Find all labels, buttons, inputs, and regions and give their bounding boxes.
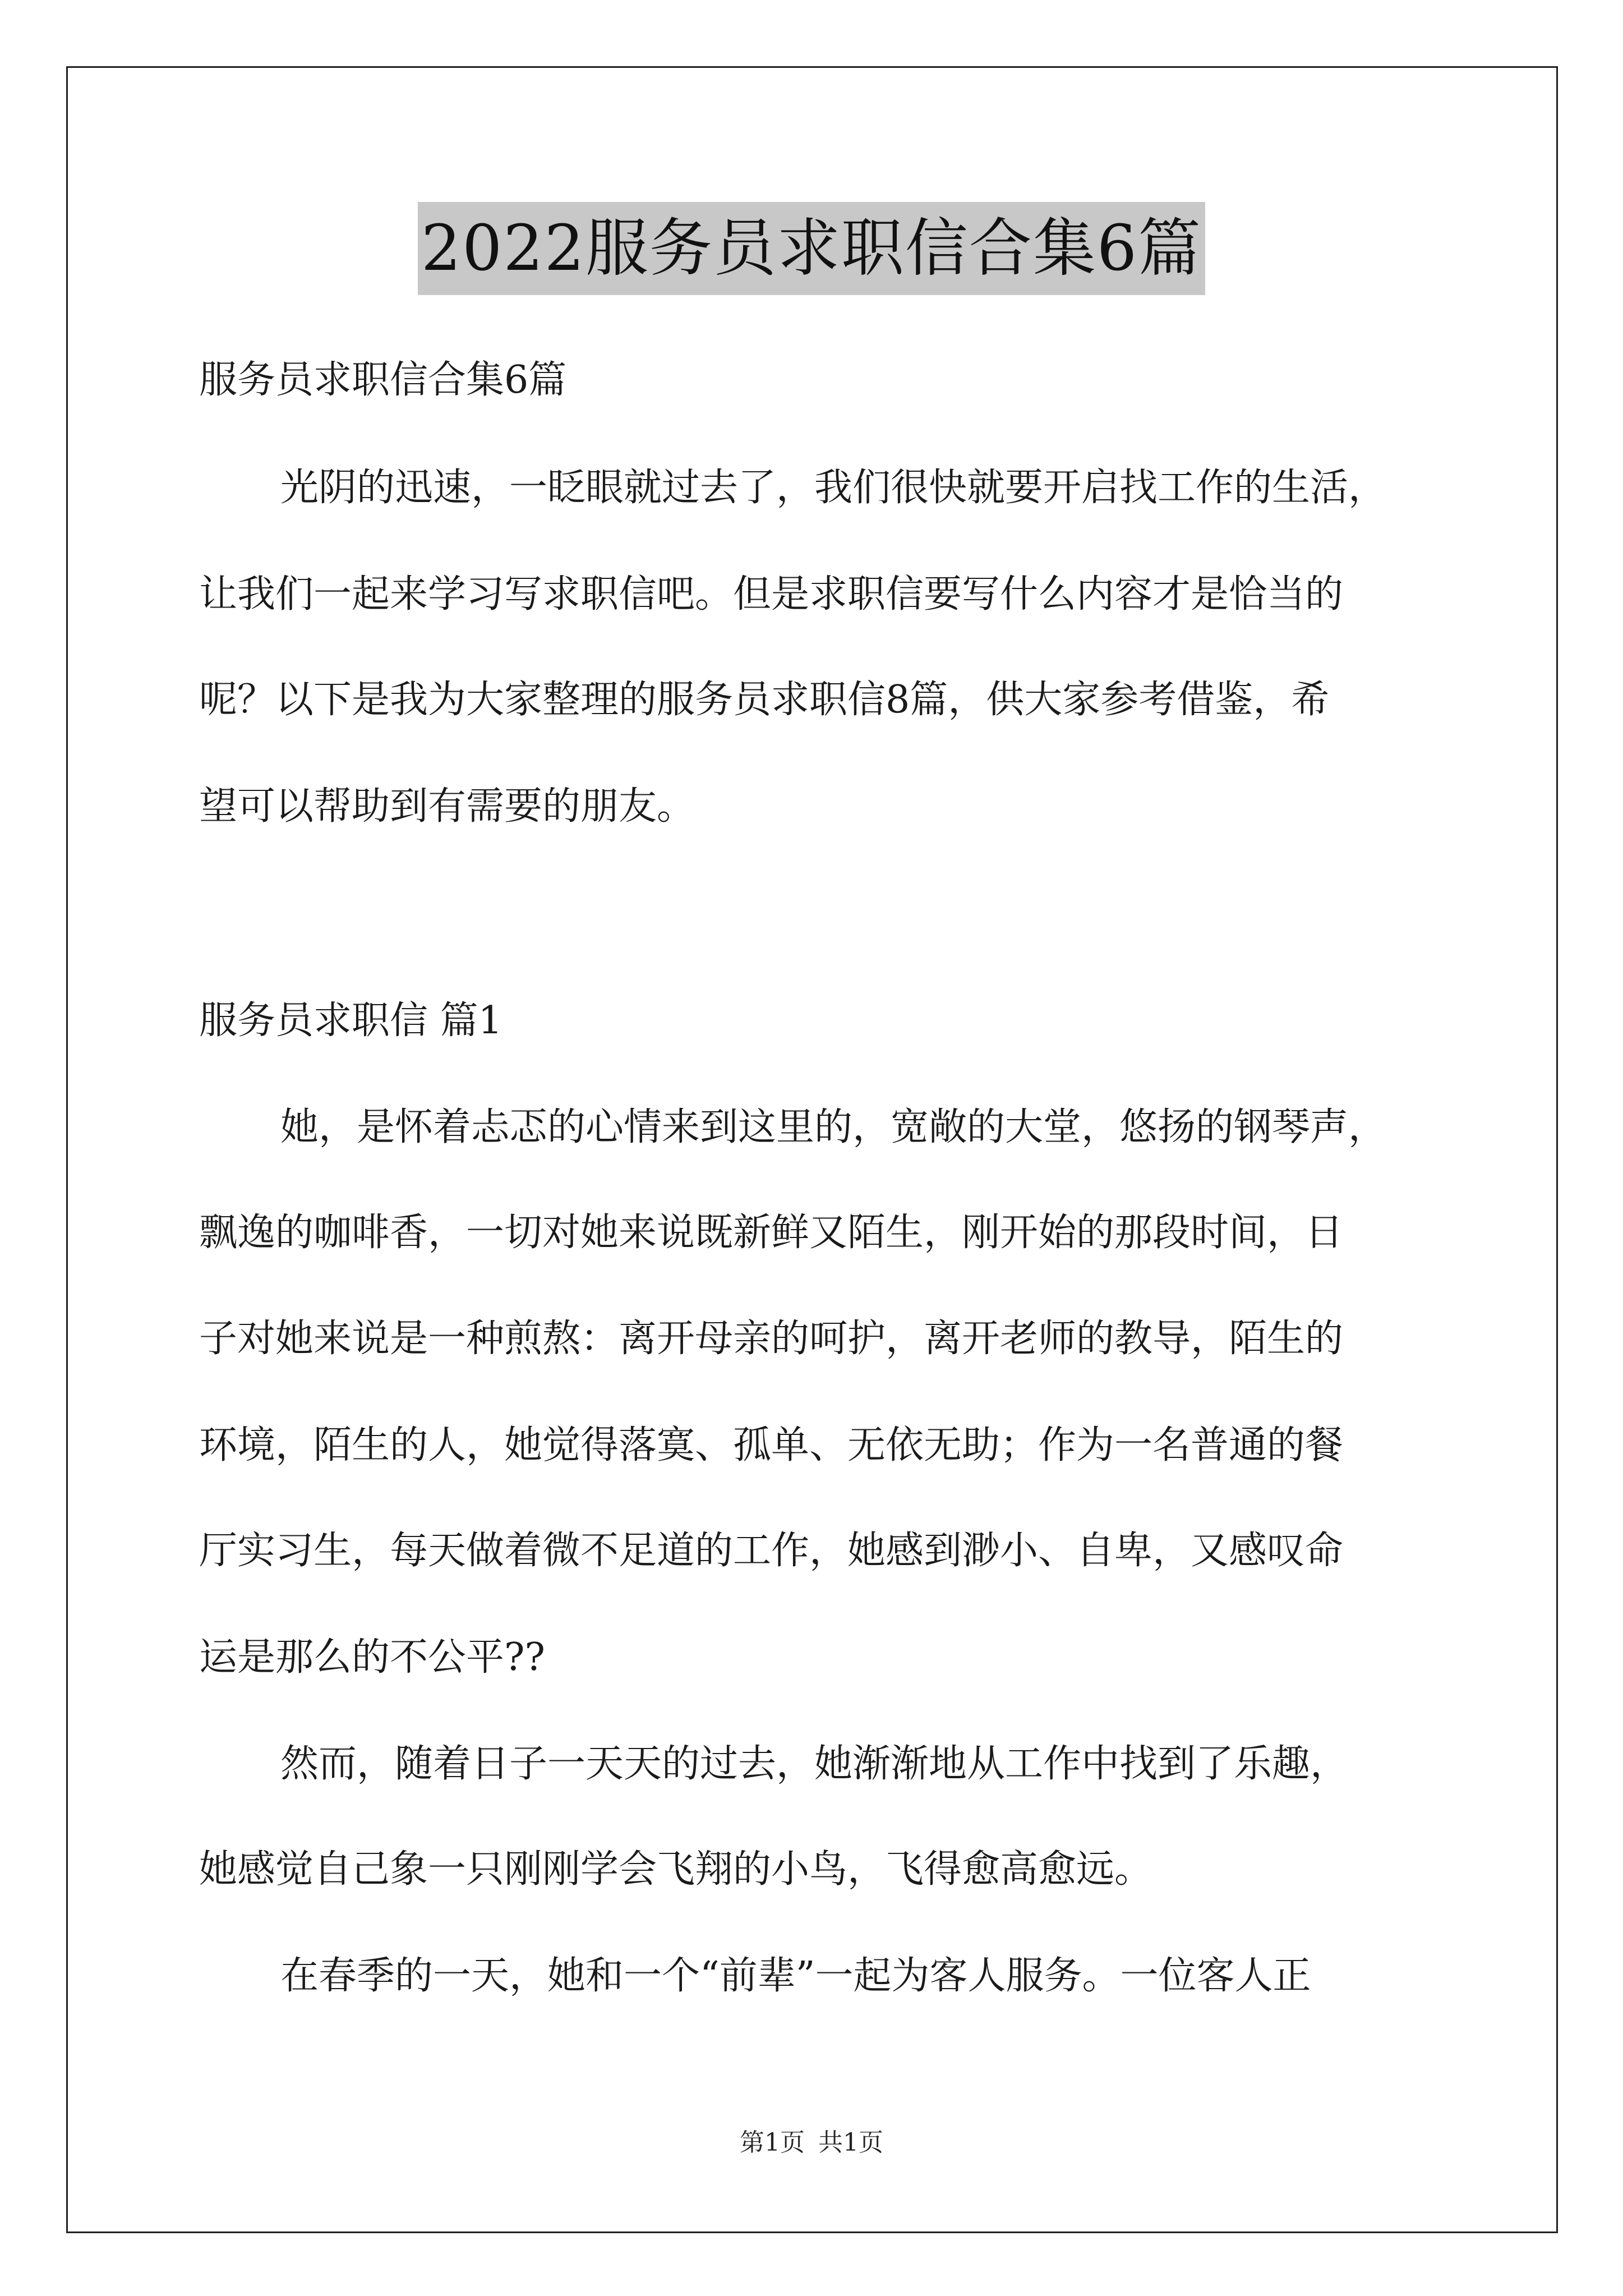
intro-line-3: 呢？以下是我为大家整理的服务员求职信8篇，供大家参考借鉴，希	[199, 678, 1330, 722]
document-subtitle: 服务员求职信合集6篇	[199, 358, 567, 402]
section-p1-line-2: 飘逸的咖啡香，一切对她来说既新鲜又陌生，刚开始的那段时间，日	[199, 1211, 1344, 1255]
page-number: 第1页	[740, 2128, 805, 2157]
section-p3-line-1: 在春季的一天，她和一个“前辈”一起为客人服务。一位客人正	[280, 1954, 1311, 1998]
document-title: 2022服务员求职信合集6篇	[418, 202, 1205, 295]
page-footer	[0, 2126, 1623, 2160]
title-container	[0, 202, 1623, 295]
intro-line-1: 光阴的迅速，一眨眼就过去了，我们很快就要开启找工作的生活，	[280, 466, 1387, 510]
intro-line-2: 让我们一起来学习写求职信吧。但是求职信要写什么内容才是恰当的	[199, 572, 1344, 616]
section-p1-line-1: 她，是怀着忐忑的心情来到这里的，宽敞的大堂，悠扬的钢琴声，	[280, 1105, 1387, 1149]
section-p1-line-3: 子对她来说是一种煎熬：离开母亲的呵护，离开老师的教导，陌生的	[199, 1317, 1344, 1361]
section-p2-line-1: 然而，随着日子一天天的过去，她渐渐地从工作中找到了乐趣，	[280, 1742, 1349, 1786]
section-heading: 服务员求职信 篇1	[199, 999, 502, 1043]
page-total: 共1页	[818, 2128, 883, 2157]
intro-line-4: 望可以帮助到有需要的朋友。	[199, 784, 695, 829]
section-p1-line-5: 厅实习生，每天做着微不足道的工作，她感到渺小、自卑，又感叹命	[199, 1529, 1344, 1573]
section-p2-line-2: 她感觉自己象一只刚刚学会飞翔的小鸟，飞得愈高愈远。	[199, 1847, 1153, 1892]
section-p1-line-4: 环境，陌生的人，她觉得落寞、孤单、无依无助；作为一名普通的餐	[199, 1423, 1344, 1467]
section-p1-line-6: 运是那么的不公平??	[199, 1635, 545, 1680]
